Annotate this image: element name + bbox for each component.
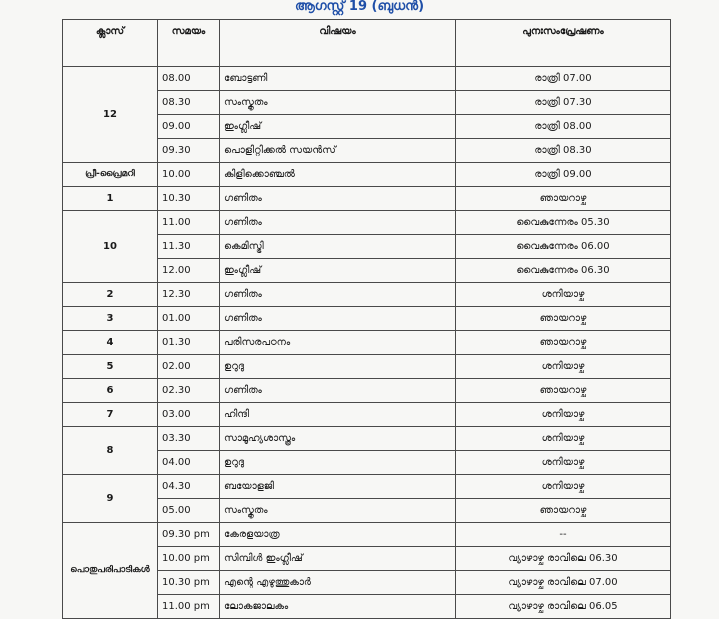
header-time: സമയം [158,20,220,67]
rebroadcast-cell: ശനിയാഴ്ച [456,403,671,427]
subject-cell: ഉറുദു [220,355,456,379]
class-cell: 9 [63,475,158,523]
time-cell: 02.30 [158,379,220,403]
class-cell: 10 [63,211,158,283]
rebroadcast-cell: വൈകുന്നേരം 05.30 [456,211,671,235]
time-cell: 01.00 [158,307,220,331]
table-row [63,403,671,427]
time-cell: 03.00 [158,403,220,427]
rebroadcast-cell: ഞായറാഴ്ച [456,187,671,211]
rebroadcast-cell: വൈകുന്നേരം 06.30 [456,259,671,283]
time-cell: 09.30 [158,139,220,163]
rebroadcast-cell: രാത്രി 07.30 [456,91,671,115]
schedule-body [63,67,671,619]
time-cell: 10.00 pm [158,547,220,571]
subject-cell: ഗണിതം [220,379,456,403]
subject-cell: ഉറുദു [220,451,456,475]
table-row [63,355,671,379]
rebroadcast-cell: ശനിയാഴ്ച [456,475,671,499]
time-cell: 01.30 [158,331,220,355]
rebroadcast-cell: രാത്രി 07.00 [456,67,671,91]
time-cell: 05.00 [158,499,220,523]
time-cell: 09.00 [158,115,220,139]
table-row [63,307,671,331]
rebroadcast-cell: വ്യാഴാഴ്ച രാവിലെ 06.05 [456,595,671,619]
rebroadcast-cell: ശനിയാഴ്ച [456,451,671,475]
time-cell: 10.30 pm [158,571,220,595]
subject-cell: സംസ്കൃതം [220,91,456,115]
table-row [63,523,671,547]
time-cell: 08.00 [158,67,220,91]
subject-cell: എന്റെ എഴുത്തുകാർ [220,571,456,595]
subject-cell: കെമിസ്ട്രി [220,235,456,259]
rebroadcast-cell: രാത്രി 08.30 [456,139,671,163]
subject-cell: സാമൂഹ്യശാസ്ത്രം [220,427,456,451]
rebroadcast-cell: വ്യാഴാഴ്ച രാവിലെ 07.00 [456,571,671,595]
class-cell: പ്രീ-പ്രൈമറി [63,163,158,187]
subject-cell: ഗണിതം [220,211,456,235]
time-cell: 04.30 [158,475,220,499]
time-cell: 09.30 pm [158,523,220,547]
header-class: ക്ലാസ് [63,20,158,67]
time-cell: 11.00 pm [158,595,220,619]
rebroadcast-cell: വൈകുന്നേരം 06.00 [456,235,671,259]
subject-cell: പൊളിറ്റിക്കൽ സയൻസ് [220,139,456,163]
table-row [63,163,671,187]
time-cell: 10.00 [158,163,220,187]
time-cell: 11.30 [158,235,220,259]
time-cell: 08.30 [158,91,220,115]
time-cell: 12.00 [158,259,220,283]
table-row [63,379,671,403]
rebroadcast-cell: ഞായറാഴ്ച [456,379,671,403]
subject-cell: കിളിക്കൊഞ്ചൽ [220,163,456,187]
table-row [63,67,671,91]
table-row [63,187,671,211]
subject-cell: ഗണിതം [220,307,456,331]
subject-cell: ഇംഗ്ലീഷ് [220,259,456,283]
class-cell: 12 [63,67,158,163]
rebroadcast-cell: ഞായറാഴ്ച [456,499,671,523]
subject-cell: സംസ്കൃതം [220,499,456,523]
rebroadcast-cell: ശനിയാഴ്ച [456,427,671,451]
rebroadcast-cell: വ്യാഴാഴ്ച രാവിലെ 06.30 [456,547,671,571]
header-subject: വിഷയം [220,20,456,67]
rebroadcast-cell: രാത്രി 08.00 [456,115,671,139]
time-cell: 12.30 [158,283,220,307]
subject-cell: ഇംഗ്ലീഷ് [220,115,456,139]
subject-cell: ഹിന്ദി [220,403,456,427]
class-cell: 4 [63,331,158,355]
class-cell: പൊതുപരിപാടികൾ [63,523,158,619]
rebroadcast-cell: ശനിയാഴ്ച [456,283,671,307]
header-row [63,20,671,67]
subject-cell: പരിസരപഠനം [220,331,456,355]
subject-cell: ഗണിതം [220,283,456,307]
class-cell: 1 [63,187,158,211]
class-cell: 8 [63,427,158,475]
table-row [63,331,671,355]
time-cell: 03.30 [158,427,220,451]
subject-cell: ഗണിതം [220,187,456,211]
subject-cell: ലോകജാലകം [220,595,456,619]
table-row [63,427,671,451]
schedule-table [62,19,671,619]
time-cell: 11.00 [158,211,220,235]
table-row [63,283,671,307]
rebroadcast-cell: ശനിയാഴ്ച [456,355,671,379]
rebroadcast-cell: -- [456,523,671,547]
time-cell: 10.30 [158,187,220,211]
header-rebroadcast: പുനഃസംപ്രേഷണം [456,20,671,67]
rebroadcast-cell: ഞായറാഴ്ച [456,307,671,331]
rebroadcast-cell: രാത്രി 09.00 [456,163,671,187]
subject-cell: ബയോളജി [220,475,456,499]
class-cell: 3 [63,307,158,331]
class-cell: 7 [63,403,158,427]
time-cell: 04.00 [158,451,220,475]
class-cell: 2 [63,283,158,307]
table-row [63,475,671,499]
subject-cell: കേരളയാത്ര [220,523,456,547]
class-cell: 5 [63,355,158,379]
time-cell: 02.00 [158,355,220,379]
subject-cell: ബോട്ടണി [220,67,456,91]
table-row [63,211,671,235]
rebroadcast-cell: ഞായറാഴ്ച [456,331,671,355]
subject-cell: സിമ്പിൾ ഇംഗ്ലീഷ് [220,547,456,571]
class-cell: 6 [63,379,158,403]
page-title: ആഗസ്റ്റ് 19 (ബുധൻ) [294,0,425,14]
